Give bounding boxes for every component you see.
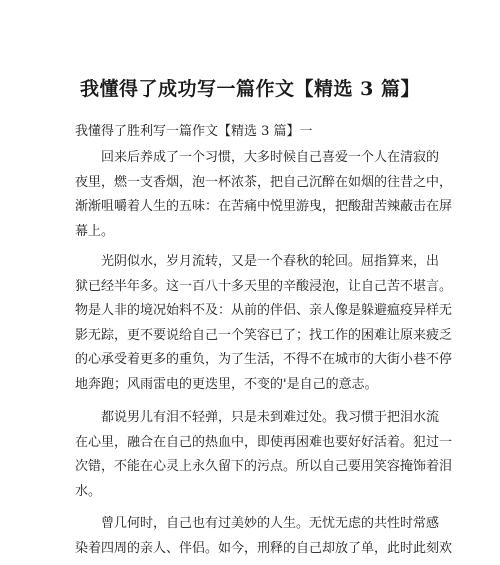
paragraph-line: 影无踪，更不要说给自己一个笑容已了；找工作的困难让原来疲乏: [75, 327, 453, 343]
paragraph-3: [75, 406, 453, 504]
paragraph-1: [75, 146, 453, 244]
paragraph-2: [75, 250, 453, 397]
paragraph-line: 曾几何时，自己也有过美妙的人生。无忧无虑的共性时常感: [101, 516, 440, 531]
paragraph-line: 水。: [75, 483, 102, 499]
paragraph-line: 夜里，燃一支香烟，泡一杯浓茶，把自己沉醉在如烟的往昔之中，: [75, 174, 453, 190]
paragraph-line: 光阴似水，岁月流转，又是一个春秋的轮回。屈指算来，出: [101, 254, 440, 269]
document-title: 我懂得了成功写一篇作文【精选 3 篇】: [80, 78, 420, 100]
paragraph-line: 地奔跑；风雨雷电的更迭里，不变的'是自己的意志。: [75, 376, 378, 392]
paragraph-line: 回来后养成了一个习惯，大多时候自己喜爱一个人在清寂的: [101, 150, 440, 165]
paragraph-line: 染着四周的亲人、伴侣。如今，刑释的自己却放了单，此时此刻欢: [75, 540, 453, 556]
paragraph-line: 狱已经半年多。这一百八十多天里的辛酸浸泡，让自己苦不堪言。: [75, 278, 453, 294]
paragraph-line: 幕上。: [75, 223, 115, 239]
paragraph-line: 次错，不能在心灵上永久留下的污点。所以自己要用笑容掩饰着泪: [75, 459, 453, 474]
paragraph-4: [75, 512, 453, 561]
paragraph-line: 物是人非的境况始料不及：从前的伴侣、亲人像是躲避瘟疫异样无: [75, 303, 453, 318]
document-subtitle: 我懂得了胜利写一篇作文【精选 3 篇】一: [75, 124, 313, 139]
paragraph-line: 的心承受着更多的重负，为了生活，不得不在城市的大街小巷不停: [75, 352, 453, 367]
paragraph-line: 在心里，融合在自己的热血中，即使再困难也要好好活着。犯过一: [75, 434, 453, 450]
paragraph-line: 渐渐咀嚼着人生的五味：在苦痛中悦里游曳，把酸甜苦辣蔽击在屏: [75, 199, 453, 214]
paragraph-line: 都说男儿有泪不轻弹，只是未到难过处。我习惯于把泪水流: [101, 410, 440, 425]
